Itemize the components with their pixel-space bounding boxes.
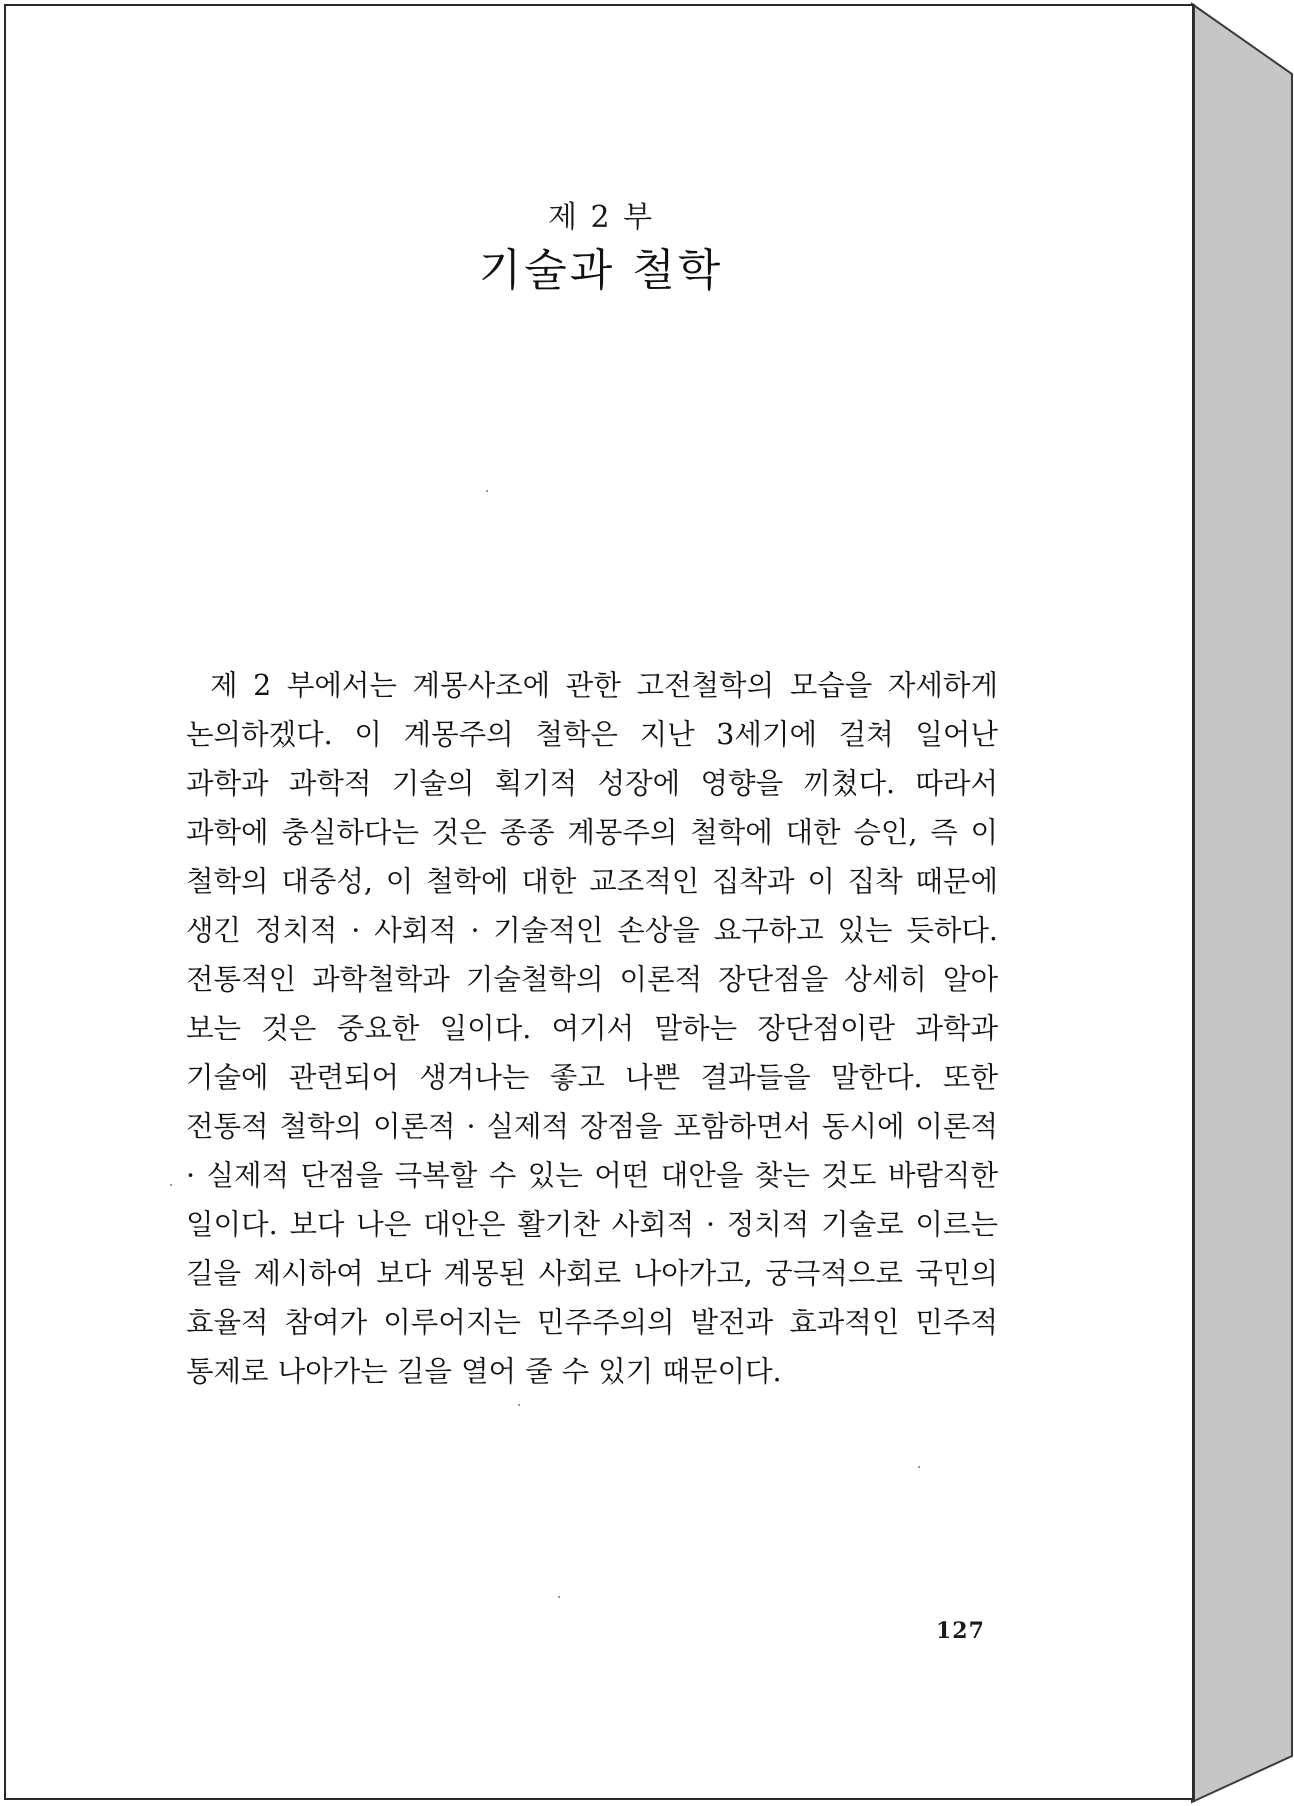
scan-speck [558,1596,560,1598]
part-label: 제 2 부 [547,200,655,235]
page-number: 127 [936,1618,985,1644]
scan-speck [918,1466,920,1468]
scan-speck [486,490,488,492]
scan-speck [518,1404,520,1406]
document-page [4,4,1194,1800]
scan-speck [170,1184,172,1186]
part-title: 기술과 철학 [478,245,724,296]
body-paragraph: 제 2 부에서는 계몽사조에 관한 고전철학의 모습을 자세하게 논의하겠다. 이 계몽주의 철학은 지난 3세기에 걸쳐 일어난 과학과 과학적 기술의 획기적 성장에 영향을 끼쳤다. 따라서 과학에 충실하다는 것은 종종 계몽주의 철학에 대한 승인, 즉 이 철학의 대중성, 이 철학에 대한 교조적인 집착과 이 집착 때문에 생긴 정치적 · 사회적 · 기술적인 손상을 요구하고 있는 듯하다. 전통적인 과학철학과 기술철학의 이론적 장단점을 상세히 알아 보는 것은 중요한 일이다. 여기서 말하는 장단점이란 과학과 기술에 관련되어 생겨나는 좋고 나쁜 결과들을 말한다. 또한 전통적 철학의 이론적 · 실제적 장점을 포함하면서 동시에 이론적 · 실제적 단점을 극복할 수 있는 어떤 대안을 찾는 것도 바람직한 일이다. 보다 나은 대안은 활기찬 사회적 · 정치적 기술로 이르는 길을 제시하여 보다 계몽된 사회로 나아가고, 궁극적으로 국민의 효율적 참여가 이루어지는 민주주의의 발전과 효과적인 민주적 통제로 나아가는 길을 열어 줄 수 있기 때문이다. [186,669,998,1388]
